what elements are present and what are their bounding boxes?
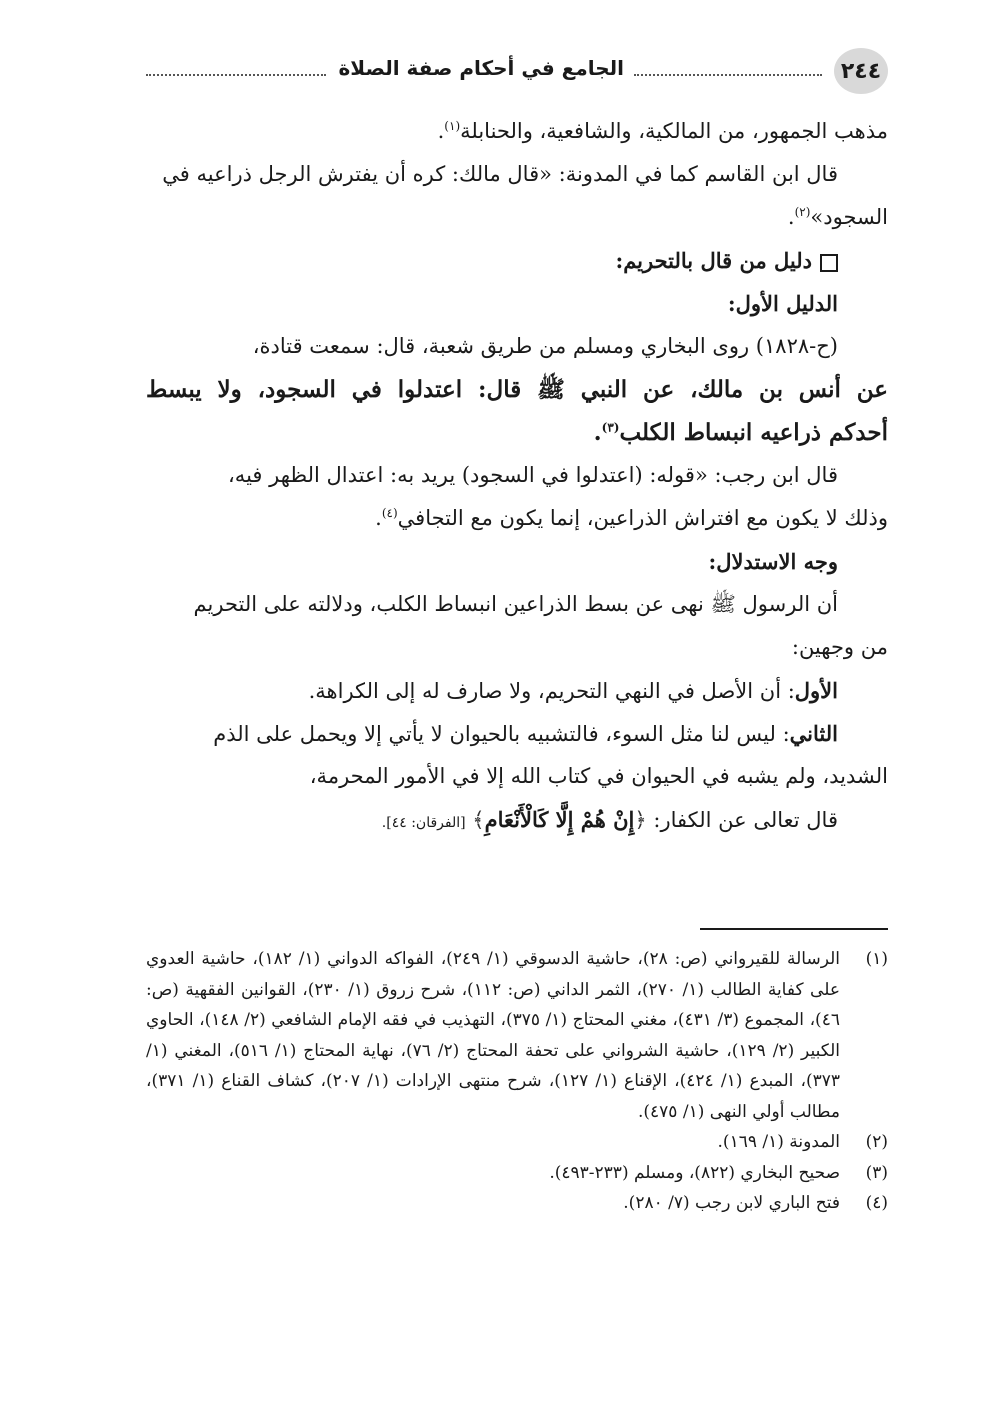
surah-reference: [الفرقان: ٤٤]. [381, 815, 466, 831]
book-title: الجامع في أحكام صفة الصلاة [338, 56, 624, 80]
footnote-ref[interactable]: (١) [444, 119, 461, 133]
header-dots-right [634, 74, 822, 76]
ayah-close-ornament-icon: ﴾ [472, 808, 485, 832]
footnote-number: (١) [865, 949, 888, 969]
page-number: ٢٤٤ [834, 48, 888, 94]
footnote-text: الرسالة للقيرواني (ص: ٢٨)، حاشية الدسوقي (١/ ٢٤٩)، الفواكه الدواني (١/ ١٨٢)، حاشية العدوي على كفاية الطالب (١/ ٢٧٠)، الثمر الداني (ص: ١١٢)، شرح زروق (١/ ٢٣٠)، القوانين الفقهية (ص: ٤٦)، المجموع (٣/ ٤٣١)، مغني المحتاج (١/ ٣٧٥)، التهذيب في فقه الإمام الشافعي (٢/ ١٤٨)، الحاوي الكبير (٢/ ١٢٩)، حاشية الشرواني على تحفة المحتاج (٢/ ٧٦)، نهاية المحتاج (١/ ٥١٦)، المغني (١/ ٣٧٣)، المبدع (١/ ٤٢٤)، الإقناع (١/ ١٢٧)، شرح منتهى الإرادات (١/ ٢٠٧)، كشاف القناع (١/ ٣٧١)، مطالب أولي النهى (١/ ٤٧٥). [146, 949, 841, 1122]
text-line: أن الرسول ﷺ نهى عن بسط الذراعين انبساط الكلب، ودلالته على التحريم [193, 592, 838, 616]
hadith-text: عن أنس بن مالك، عن النبي ﷺ قال: اعتدلوا في السجود، ولا يبسط [146, 376, 888, 403]
text-line: السجود»$^{(٢)}$. [787, 205, 888, 229]
text-line: مذهب الجمهور، من المالكية، والشافعية، والحنابلة$^{(١)}$. [437, 119, 888, 143]
ayah-open-ornament-icon: ﴿ [634, 808, 647, 832]
footnote-ref[interactable]: (٢) [794, 205, 811, 219]
main-text [146, 110, 888, 841]
hadith-text: أحدكم ذراعيه انبساط الكلب$^{(٣)}$. [593, 419, 888, 446]
footnotes [146, 944, 888, 1219]
page-header [146, 48, 888, 98]
footnote-number: (٣) [865, 1162, 888, 1183]
text-line: قال ابن رجب: «قوله: (اعتدلوا في السجود) يريد به: اعتدال الظهر فيه، [228, 463, 838, 487]
footnote-item [146, 1188, 888, 1219]
text-line: (ح-١٨٢٨) روى البخاري ومسلم من طريق شعبة، قال: سمعت قتادة، [252, 334, 838, 358]
footnote-ref[interactable]: (٣) [601, 420, 620, 435]
footnote-item [146, 944, 888, 1127]
text-line: وذلك لا يكون مع افتراش الذراعين، إنما يكون مع التجافي$^{(٤)}$. [375, 506, 888, 530]
text-line: قال ابن القاسم كما في المدونة: «قال مالك: كره أن يفترش الرجل ذراعيه في [162, 162, 838, 186]
footnote-item [146, 1158, 888, 1189]
text-line: الأول: أن الأصل في النهي التحريم، ولا صارف له إلى الكراهة. [308, 678, 838, 703]
checkbox-icon [820, 254, 838, 272]
text-line: من وجهين: [791, 635, 888, 659]
footnote-item [146, 1127, 888, 1158]
quran-verse: إِنْ هُمْ إِلَّا كَالْأَنْعَامِ [484, 807, 635, 832]
text-line: قال تعالى عن الكفار: ﴿إِنْ هُمْ إِلَّا كَالْأَنْعَامِ﴾ [الفرقان: ٤٤]. [381, 807, 838, 832]
section-heading: وجه الاستدلال: [708, 549, 838, 574]
footnote-ref[interactable]: (٤) [381, 506, 398, 520]
header-dots-left [146, 74, 326, 76]
footnote-divider [700, 928, 888, 930]
section-heading: الدليل الأول: [727, 291, 838, 316]
text-line: الشديد، ولم يشبه في الحيوان في كتاب الله إلا في الأمور المحرمة، [309, 764, 888, 788]
footnote-text: فتح الباري لابن رجب (٧/ ٢٨٠). [623, 1193, 840, 1213]
section-heading: دليل من قال بالتحريم: [146, 239, 888, 282]
text-line: الثاني: ليس لنا مثل السوء، فالتشبيه بالحيوان لا يأتي إلا ويحمل على الذم [213, 721, 838, 746]
footnote-text: صحيح البخاري (٨٢٢)، ومسلم (٢٣٣-٤٩٣). [549, 1162, 840, 1183]
footnote-text: المدونة (١/ ١٦٩). [717, 1132, 840, 1152]
footnote-number: (٢) [865, 1132, 888, 1152]
footnote-number: (٤) [865, 1193, 888, 1213]
